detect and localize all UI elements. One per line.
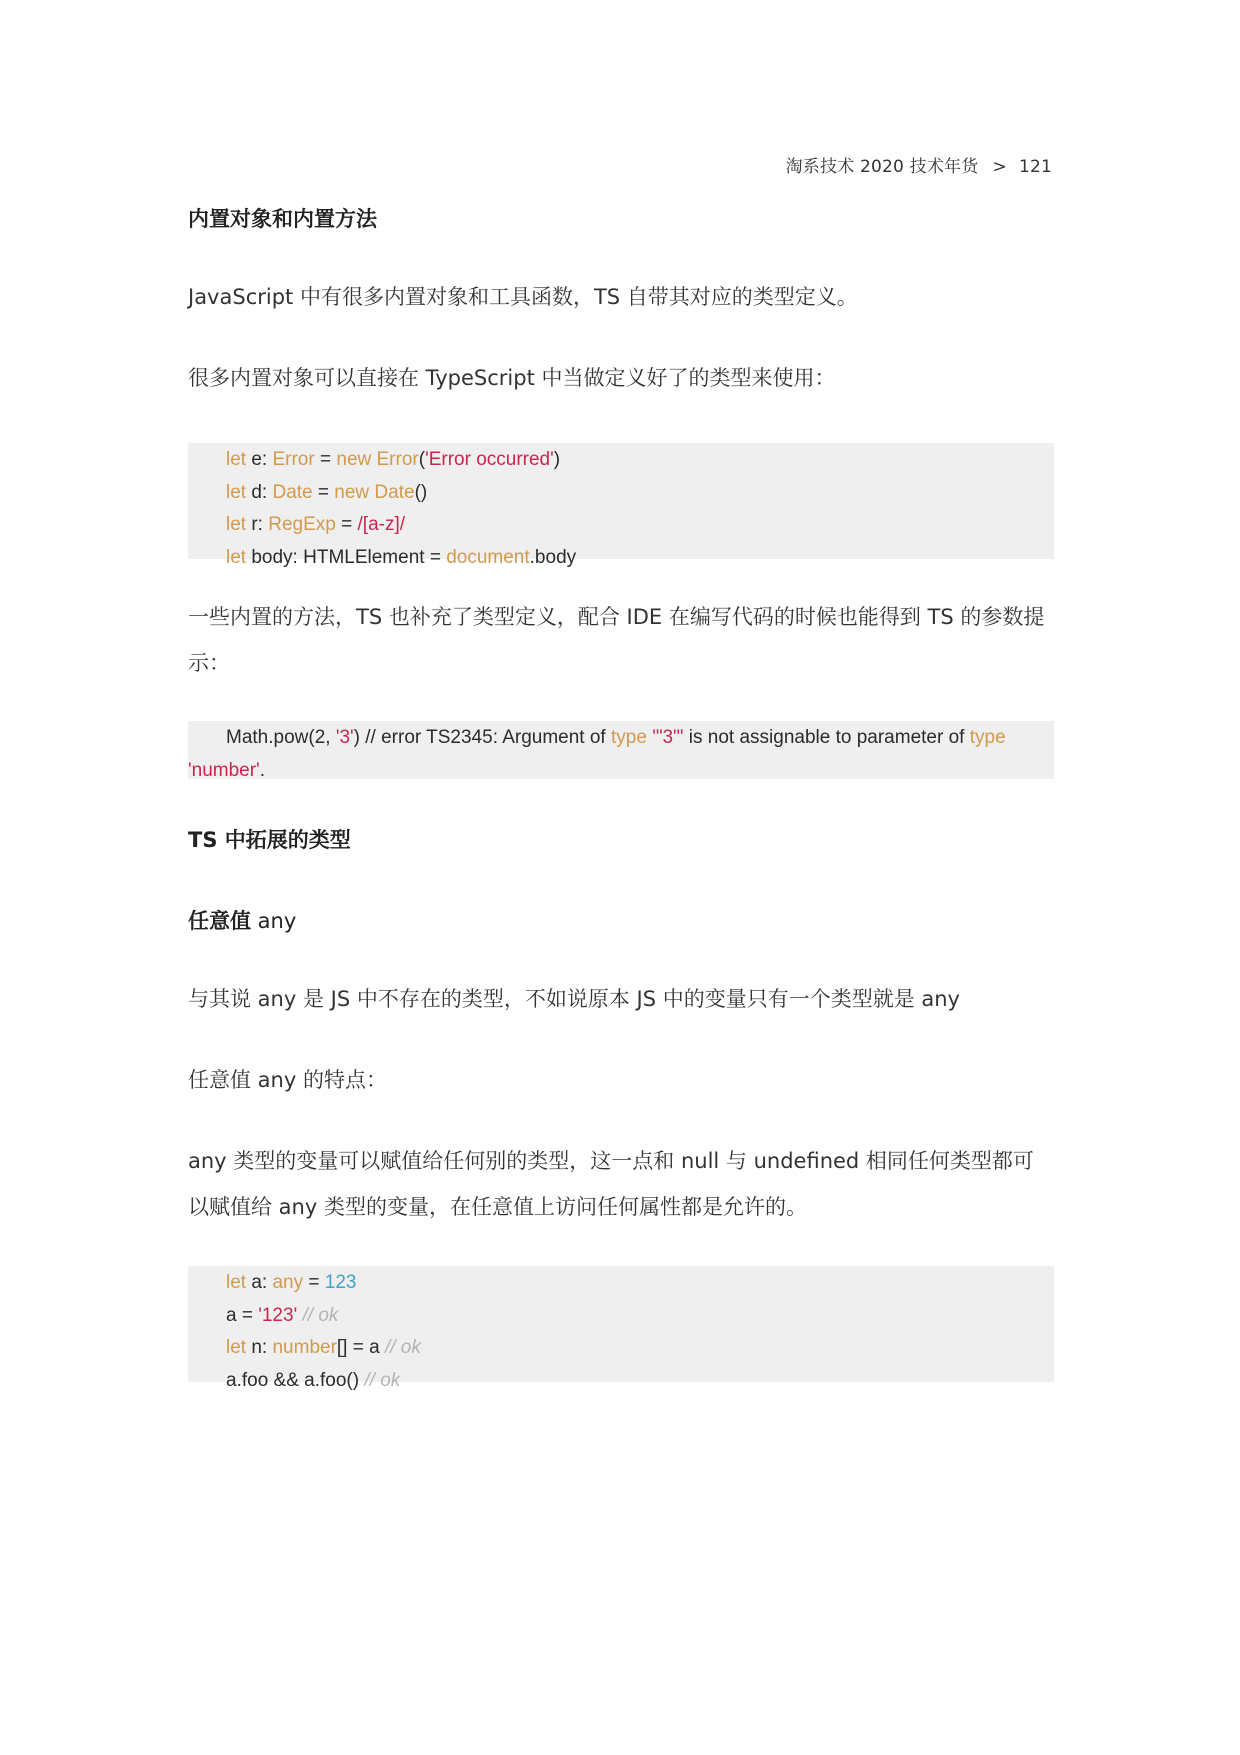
code-line: let body: HTMLElement = document.body — [226, 546, 577, 568]
code-line: a.foo && a.foo() // ok — [226, 1369, 401, 1391]
code-line: let d: Date = new Date() — [226, 481, 428, 503]
section-heading-ts-types: TS 中拓展的类型 — [188, 828, 351, 852]
paragraph-any-assign: any 类型的变量可以赋值给任何别的类型，这一点和 null 与 undefined 相同任何类型都可以赋值给 any 类型的变量，在任意值上访问任何属性都是允许的。 — [188, 1149, 1034, 1219]
code-line: let a: any = 123 — [226, 1272, 357, 1293]
code-line: Math.pow(2, '3') // error TS2345: Argument of type '"3"' is not assignable to parameter of type 'number'. — [188, 727, 1006, 781]
page-header — [786, 152, 1052, 177]
section-heading-builtins: 内置对象和内置方法 — [188, 207, 377, 231]
page-number: 121 — [1018, 157, 1052, 177]
paragraph-any-intro: 与其说 any 是 JS 中不存在的类型，不如说原本 JS 中的变量只有一个类型就是 any — [188, 987, 960, 1011]
code-line: let e: Error = new Error('Error occurred') — [226, 449, 561, 470]
code-block-builtin-objects — [188, 443, 1054, 568]
paragraph-builtins-intro: JavaScript 中有很多内置对象和工具函数，TS 自带其对应的类型定义。 — [188, 285, 858, 309]
code-block-math-pow — [188, 721, 1054, 779]
header-separator: > — [992, 157, 1007, 177]
paragraph-any-features: 任意值 any 的特点： — [188, 1068, 387, 1092]
paragraph-builtin-methods: 一些内置的方法，TS 也补充了类型定义，配合 IDE 在编写代码的时候也能得到 TS 的参数提示： — [188, 605, 1045, 675]
code-line: let n: number[] = a // ok — [226, 1337, 421, 1358]
header-title: 淘系技术 2020 技术年货 — [785, 157, 979, 177]
sub-heading-any: 任意值 any — [188, 909, 297, 933]
paragraph-builtins-usage: 很多内置对象可以直接在 TypeScript 中当做定义好了的类型来使用： — [188, 366, 836, 390]
code-block-any-example — [188, 1266, 1054, 1391]
code-line: a = '123' // ok — [226, 1304, 339, 1326]
code-line: let r: RegExp = /[a-z]/ — [226, 514, 406, 535]
